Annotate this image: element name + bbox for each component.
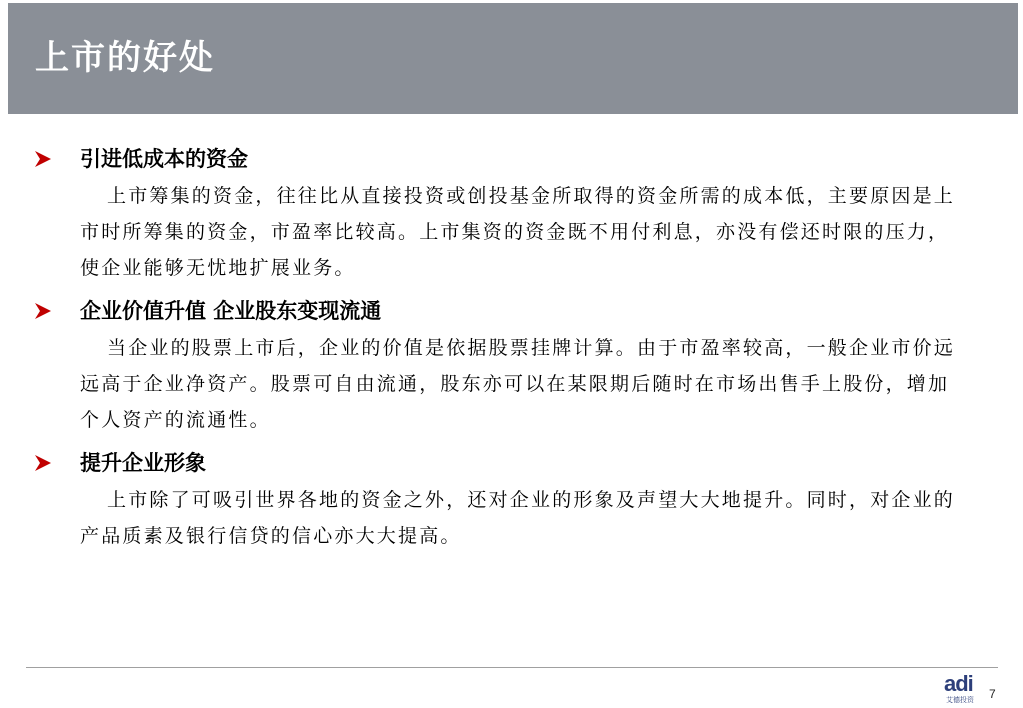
section-3	[34, 444, 964, 554]
company-logo	[944, 671, 984, 704]
section-1	[34, 140, 964, 286]
title-bar	[8, 3, 1018, 114]
logo-mark: adi	[944, 671, 973, 696]
section-body: 当企业的股票上市后，企业的价值是依据股票挂牌计算。由于市盈率较高，一般企业市价远远高于企业净资产。股票可自由流通，股东亦可以在某限期后随时在市场出售手上股份，增加个人资产的流通性。	[80, 337, 956, 431]
footer-divider	[26, 667, 998, 668]
section-title: 提升企业形象	[80, 451, 206, 475]
section-body: 上市筹集的资金，往往比从直接投资或创投基金所取得的资金所需的成本低，主要原因是上市时所筹集的资金，市盈率比较高。上市集资的资金既不用付利息，亦没有偿还时限的压力，使企业能够无忧地扩展业务。	[80, 185, 956, 279]
arrow-bullet-icon	[34, 454, 52, 472]
content-area	[34, 140, 964, 560]
section-2	[34, 292, 964, 438]
section-heading	[34, 444, 964, 482]
section-heading	[34, 292, 964, 330]
arrow-bullet-icon	[34, 302, 52, 320]
section-title: 企业价值升值 企业股东变现流通	[80, 299, 382, 323]
logo-subtitle: 艾德投资	[946, 696, 974, 704]
page-number: 7	[989, 687, 996, 701]
section-title: 引进低成本的资金	[80, 147, 248, 171]
arrow-bullet-icon	[34, 150, 52, 168]
section-heading	[34, 140, 964, 178]
section-body: 上市除了可吸引世界各地的资金之外，还对企业的形象及声望大大地提升。同时，对企业的产品质素及银行信贷的信心亦大大提高。	[80, 489, 956, 547]
slide-title: 上市的好处	[35, 38, 215, 78]
